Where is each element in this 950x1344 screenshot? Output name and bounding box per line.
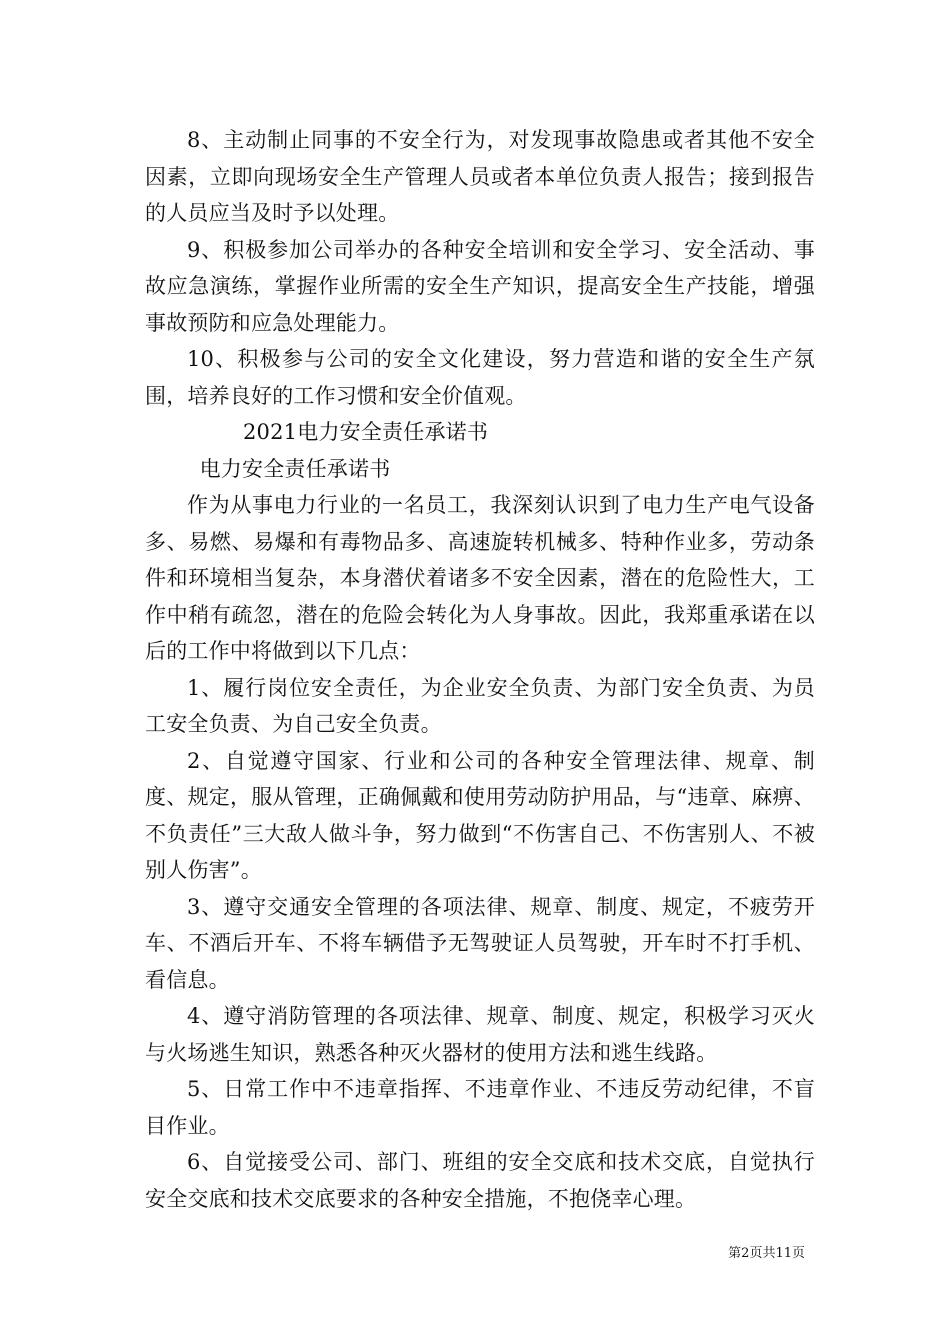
paragraph-pledge-5: 5、日常工作中不违章指挥、不违章作业、不违反劳动纪律，不盲目作业。 <box>145 1077 815 1138</box>
paragraph-item-8: 8、主动制止同事的不安全行为，对发现事故隐患或者其他不安全因素，立即向现场安全生产管理人员或者本单位负责人报告；接到报告的人员应当及时予以处理。 <box>145 128 815 225</box>
paragraph-pledge-2: 2、自觉遵守国家、行业和公司的各种安全管理法律、规章、制度、规定，服从管理，正确佩戴和使用劳动防护用品，与“违章、麻痹、不负责任”三大敌人做斗争，努力做到“不伤害自己、不伤害别人、不被别人伤害”。 <box>145 748 815 882</box>
paragraph-pledge-4: 4、遵守消防管理的各项法律、规章、制度、规定，积极学习灭火与火场逃生知识，熟悉各种灭火器材的使用方法和逃生线路。 <box>145 1004 815 1065</box>
document-body <box>145 122 815 1217</box>
paragraph-pledge-3: 3、遵守交通安全管理的各项法律、规章、制度、规定，不疲劳开车、不酒后开车、不将车辆借予无驾驶证人员驾驶，开车时不打手机、看信息。 <box>145 894 815 992</box>
paragraph-pledge-6: 6、自觉接受公司、部门、班组的安全交底和技术交底，自觉执行安全交底和技术交底要求的各种安全措施，不抱侥幸心理。 <box>145 1150 815 1211</box>
paragraph-intro: 作为从事电力行业的一名员工，我深刻认识到了电力生产电气设备多、易燃、易爆和有毒物品多、高速旋转机械多、特种作业多，劳动条件和环境相当复杂，本身潜伏着诸多不安全因素，潜在的危险性大，工作中稍有疏忽，潜在的危险会转化为人身事故。因此，我郑重承诺在以后的工作中将做到以下几点： <box>145 493 815 663</box>
paragraph-item-9: 9、积极参加公司举办的各种安全培训和安全学习、安全活动、事故应急演练，掌握作业所需的安全生产知识，提高安全生产技能，增强事故预防和应急处理能力。 <box>145 237 815 335</box>
section-title: 2021电力安全责任承诺书 <box>243 420 489 444</box>
paragraph-item-10: 10、积极参与公司的安全文化建设，努力营造和谐的安全生产氛围，培养良好的工作习惯和安全价值观。 <box>145 347 815 408</box>
section-subtitle: 电力安全责任承诺书 <box>199 456 391 481</box>
page-number: 第2页共11页 <box>728 1246 805 1261</box>
paragraph-pledge-1: 1、履行岗位安全责任，为企业安全负责、为部门安全负责、为员工安全负责、为自己安全负责。 <box>145 675 815 736</box>
